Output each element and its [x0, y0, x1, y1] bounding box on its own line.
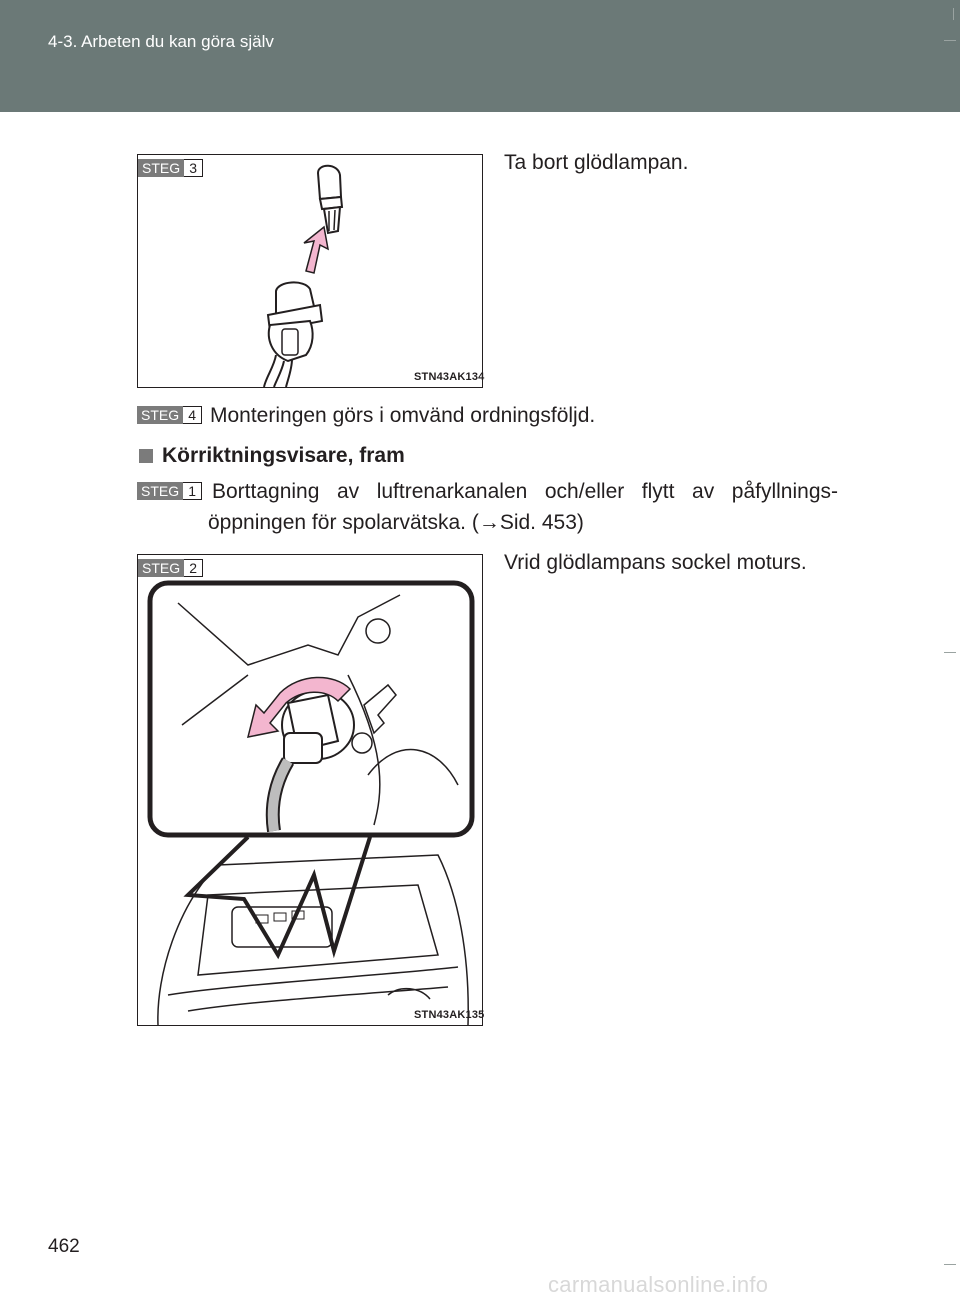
- section-title: 4-3. Arbeten du kan göra själv: [48, 32, 274, 51]
- figure-code: STN43AK134: [414, 371, 485, 383]
- watermark: carmanualsonline.info: [548, 1272, 769, 1297]
- step-badge: [137, 482, 202, 500]
- figure-remove-bulb: [137, 154, 483, 388]
- step-text: Monteringen görs i omvänd ordningsföljd.: [210, 404, 596, 427]
- step-number: 2: [184, 559, 203, 577]
- step-label: STEG: [138, 159, 184, 177]
- step-number: 3: [184, 159, 203, 177]
- crop-mark: [953, 8, 954, 20]
- figure-caption: Vrid glödlampans sockel moturs.: [504, 551, 807, 574]
- step-text-line1: Borttagning av luftrenarkanalen och/eller flytt av påfyllnings-: [212, 480, 838, 503]
- crop-mark: [944, 40, 956, 41]
- step-badge: [137, 406, 202, 424]
- step-number: 1: [183, 482, 202, 500]
- step-label: STEG: [137, 482, 183, 500]
- step-label: STEG: [137, 406, 183, 424]
- pull-arrow-icon: [304, 227, 328, 273]
- page-header: [0, 0, 960, 112]
- step-label: STEG: [138, 559, 184, 577]
- crop-mark: [944, 1264, 956, 1265]
- figure-turn-socket: [137, 554, 483, 1026]
- step-text-line2: öppningen för spolarvätska. (→Sid. 453): [208, 511, 584, 534]
- page-number: 462: [48, 1236, 80, 1257]
- bulb-removal-illustration: [138, 155, 484, 389]
- section-bullet-icon: [139, 449, 153, 463]
- socket-turn-illustration: [138, 555, 484, 1027]
- figure-code: STN43AK135: [414, 1009, 485, 1021]
- figure-caption: Ta bort glödlampan.: [504, 151, 689, 174]
- step-number: 4: [183, 406, 202, 424]
- crop-mark: [944, 652, 956, 653]
- section-heading: Körriktningsvisare, fram: [162, 444, 405, 467]
